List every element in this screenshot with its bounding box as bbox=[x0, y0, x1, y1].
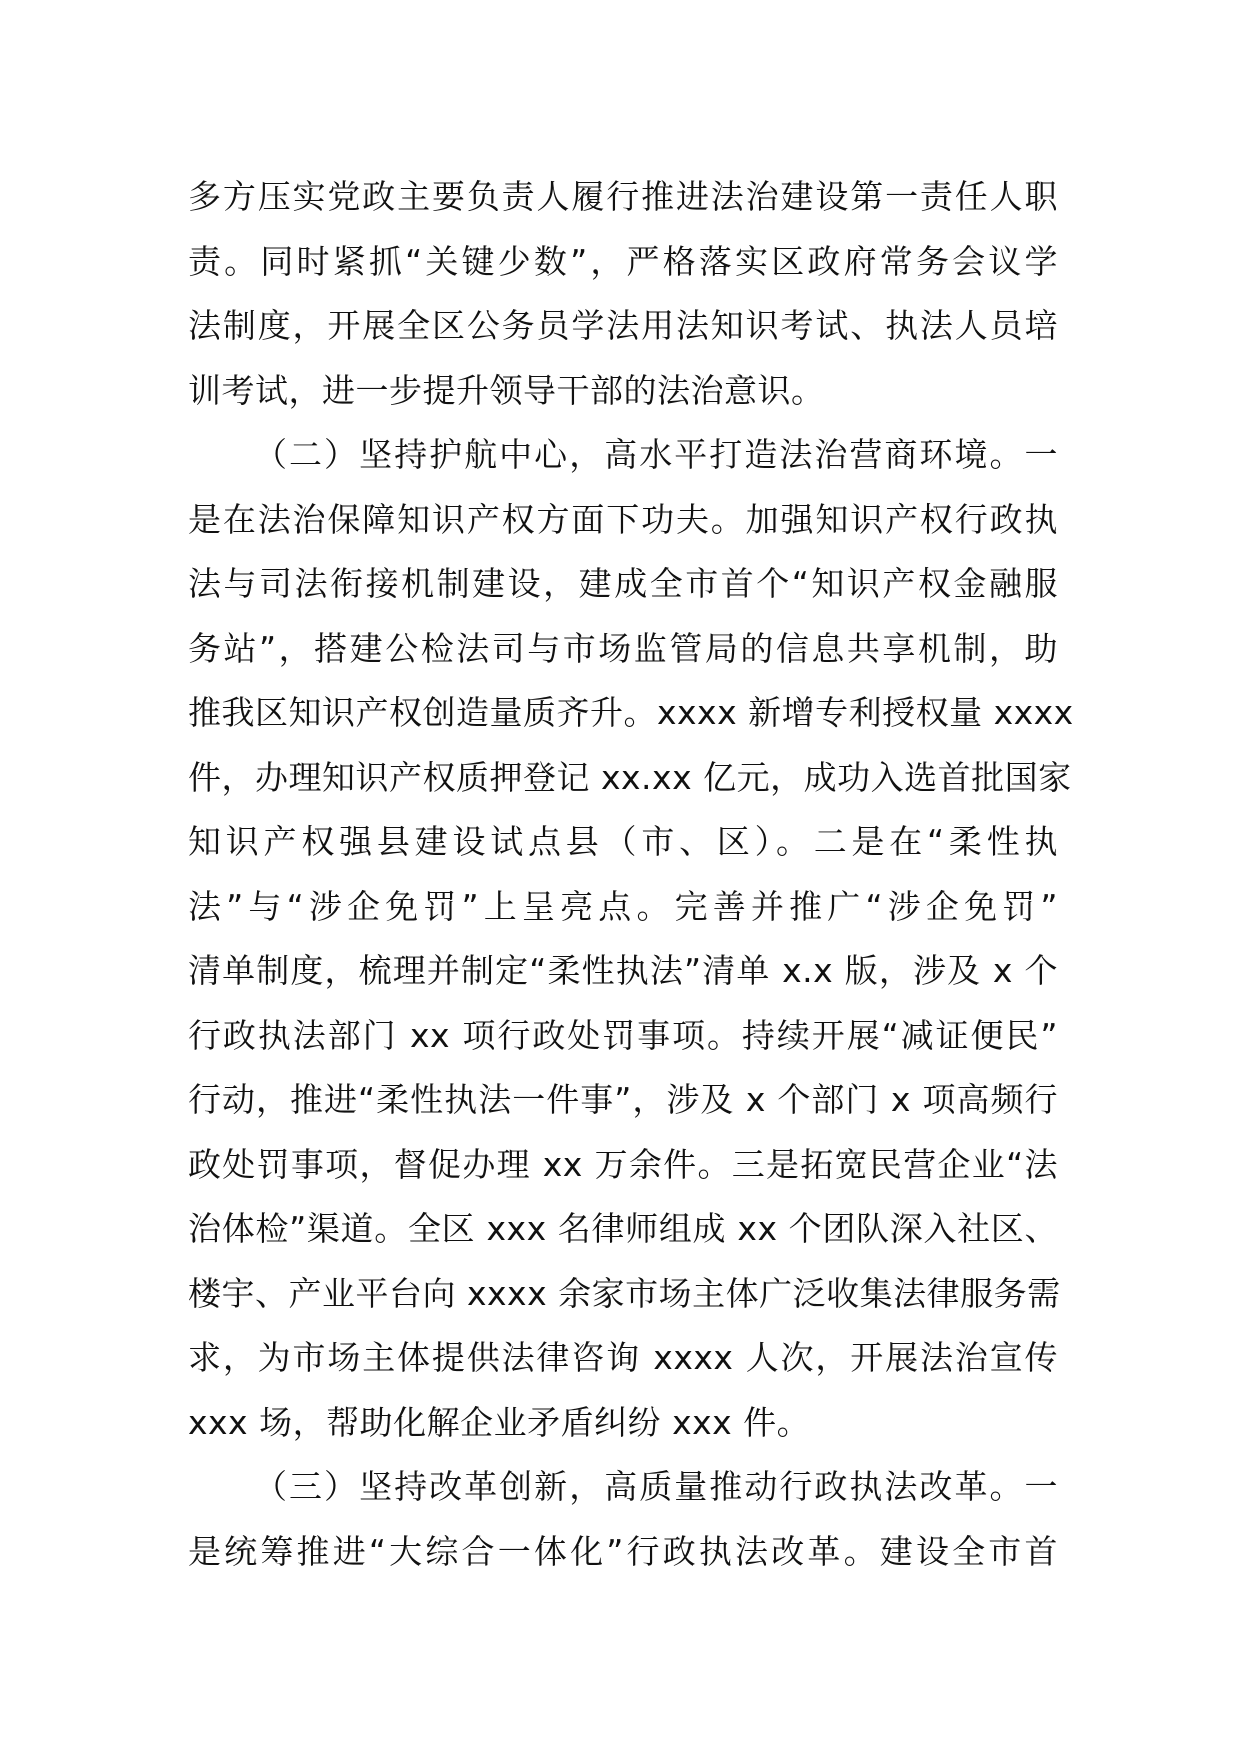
text-line: 政处罚事项，督促办理 xx 万余件。三是拓宽民营企业“法 bbox=[188, 1144, 1058, 1184]
text-line: 是统筹推进“大综合一体化”行政执法改革。建设全市首 bbox=[188, 1531, 1058, 1571]
text-line: xxx 场，帮助化解企业矛盾纠纷 xxx 件。 bbox=[188, 1402, 811, 1442]
body-text bbox=[188, 165, 1074, 1584]
text-line: 治体检”渠道。全区 xxx 名律师组成 xx 个团队深入社区、 bbox=[188, 1209, 1058, 1248]
text-line: 法制度，开展全区公务员学法用法知识考试、执法人员培 bbox=[188, 306, 1058, 345]
text-line: 求，为市场主体提供法律咨询 xxxx 人次，开展法治宣传 bbox=[188, 1338, 1058, 1377]
section-heading-line: （三）坚持改革创新，高质量推动行政执法改革。一 bbox=[254, 1467, 1058, 1506]
text-line: 知识产权强县建设试点县（市、区）。二是在“柔性执 bbox=[188, 822, 1058, 861]
text-line: 行政执法部门 xx 项行政处罚事项。持续开展“减证便民” bbox=[188, 1015, 1058, 1055]
text-line: 法与司法衔接机制建设，建成全市首个“知识产权金融服 bbox=[188, 564, 1058, 603]
text-line: 责。同时紧抓“关键少数”，严格落实区政府常务会议学 bbox=[188, 241, 1058, 281]
text-line: 训考试，进一步提升领导干部的法治意识。 bbox=[188, 370, 825, 410]
text-line: 件，办理知识产权质押登记 xx.xx 亿元，成功入选首批国家 bbox=[188, 757, 1072, 797]
text-line: 楼宇、产业平台向 xxxx 余家市场主体广泛收集法律服务需 bbox=[188, 1273, 1061, 1313]
text-line: 清单制度，梳理并制定“柔性执法”清单 x.x 版，涉及 x 个 bbox=[188, 951, 1058, 990]
text-line: 务站”，搭建公检法司与市场监管局的信息共享机制，助 bbox=[188, 628, 1058, 668]
text-line: 是在法治保障知识产权方面下功夫。加强知识产权行政执 bbox=[188, 499, 1058, 539]
text-line: 行动，推进“柔性执法一件事”，涉及 x 个部门 x 项高频行 bbox=[188, 1080, 1058, 1119]
text-line: 法”与“涉企免罚”上呈亮点。完善并推广“涉企免罚” bbox=[188, 886, 1058, 926]
text-line: 推我区知识产权创造量质齐升。xxxx 新增专利授权量 xxxx bbox=[188, 693, 1074, 732]
section-heading-line: （二）坚持护航中心，高水平打造法治营商环境。一 bbox=[254, 435, 1058, 474]
text-line: 多方压实党政主要负责人履行推进法治建设第一责任人职 bbox=[188, 177, 1058, 216]
